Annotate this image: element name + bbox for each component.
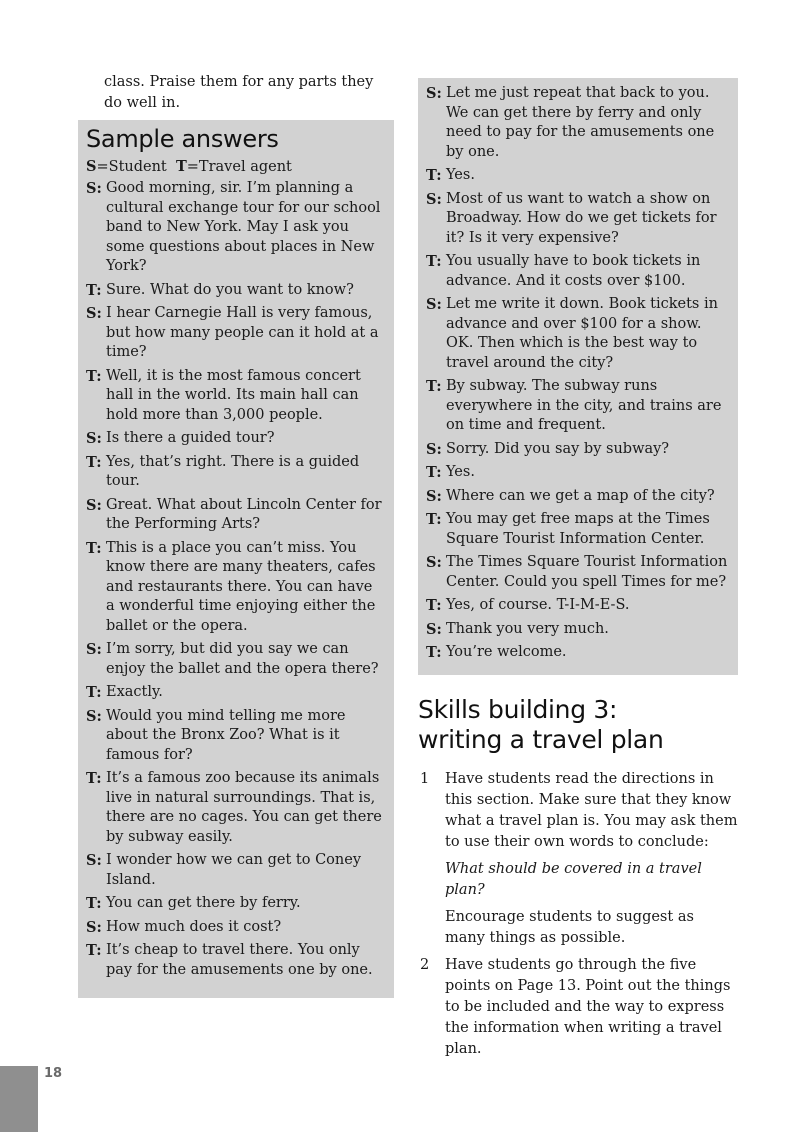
step-item	[418, 955, 738, 1060]
speaker-label: T:	[86, 453, 102, 471]
dialogue-text: Let me write it down. Book tickets in advance and over $100 for a show. OK. Then which is the best way to travel around the city?	[446, 296, 718, 371]
speaker-label: S:	[86, 918, 102, 936]
speaker-label: S:	[426, 487, 442, 505]
dialogue-line	[426, 166, 728, 186]
dialogue-line	[426, 643, 728, 663]
dialogue-text: You usually have to book tickets in advance. And it costs over $100.	[446, 253, 701, 289]
left-column	[78, 72, 394, 998]
dialogue-text: Good morning, sir. I’m planning a cultural exchange tour for our school band to New York. May I ask you some questions about places in New York?	[106, 180, 381, 274]
dialogue-text: The Times Square Tourist Information Center. Could you spell Times for me?	[446, 554, 728, 590]
step-item	[418, 769, 738, 949]
speaker-label: S:	[426, 190, 442, 208]
speaker-label: S:	[426, 85, 442, 102]
legend-s-key: S	[86, 158, 97, 175]
speaker-label: T:	[86, 539, 102, 557]
dialogue-text: By subway. The subway runs everywhere in the city, and trains are on time and frequent.	[446, 378, 722, 433]
speaker-label: S:	[426, 620, 442, 638]
speaker-label: S:	[86, 852, 102, 869]
speaker-label: S:	[86, 641, 102, 658]
speaker-label: T:	[86, 942, 102, 959]
dialogue-line	[426, 487, 728, 507]
speaker-label: T:	[86, 895, 102, 912]
dialogue-line	[426, 596, 728, 616]
dialogue-text: It’s cheap to travel there. You only pay for the amusements one by one.	[106, 942, 373, 978]
dialogue-text: You may get free maps at the Times Square Tourist Information Center.	[446, 511, 710, 547]
speaker-label: T:	[426, 167, 442, 184]
dialogue-line	[426, 190, 728, 249]
dialogue-text: You can get there by ferry.	[106, 895, 301, 911]
dialogue-line	[86, 281, 384, 301]
speaker-label: S:	[86, 430, 102, 447]
speaker-label: S:	[426, 440, 442, 458]
step-text: Have students go through the five points on Page 13. Point out the things to be included and the way to express the information when writing a travel plan.	[445, 956, 731, 1057]
speaker-label: S:	[86, 180, 102, 197]
dialogue-text: Let me just repeat that back to you. We can get there by ferry and only need to pay for the amusements one by one.	[446, 85, 715, 160]
dialogue-line	[426, 84, 728, 162]
right-column	[418, 78, 738, 1066]
page-number: 18	[44, 1066, 63, 1081]
dialogue-text: Well, it is the most famous concert hall in the world. Its main hall can hold more than 3,000 people.	[106, 367, 361, 423]
dialogue-text: Would you mind telling me more about the Bronx Zoo? What is it famous for?	[106, 707, 346, 763]
dialogue-text: I wonder how we can get to Coney Island.	[106, 852, 362, 888]
page-tab	[0, 1066, 38, 1132]
step-question: What should be covered in a travel plan?	[445, 860, 702, 898]
speaker-legend	[86, 157, 384, 177]
sample-answers-heading: Sample answers	[86, 125, 279, 153]
dialogue-line	[426, 510, 728, 549]
dialogue-line	[426, 553, 728, 592]
speaker-label: T:	[426, 464, 442, 481]
dialogue-line	[86, 894, 384, 914]
speaker-label: T:	[426, 597, 442, 614]
step-text: Have students read the directions in this section. Make sure that they know what a travel plan is. You may ask them to use their own words to conclude:	[445, 770, 738, 850]
dialogue-text: How much does it cost?	[106, 918, 282, 935]
speaker-label: T:	[86, 367, 102, 385]
dialogue-text: I hear Carnegie Hall is very famous, but how many people can it hold at a time?	[106, 305, 379, 360]
legend-t-text: =Travel agent	[186, 159, 292, 175]
dialogue-text: Exactly.	[106, 684, 163, 700]
dialogue-line	[426, 463, 728, 483]
speaker-label: S:	[426, 554, 442, 571]
sample-answers-continued-box	[418, 78, 738, 675]
dialogue-line	[86, 539, 384, 637]
dialogue-line	[426, 377, 728, 436]
speaker-label: T:	[426, 511, 442, 528]
dialogue-line	[86, 453, 384, 492]
step-text: Encourage students to suggest as many things as possible.	[445, 908, 694, 946]
dialogue-text: Yes.	[446, 167, 475, 183]
dialogue-line	[86, 707, 384, 766]
sample-answers-box	[78, 120, 394, 998]
dialogue-text: Yes.	[446, 464, 475, 480]
legend-s-text: =Student	[96, 159, 167, 175]
dialogue-line	[86, 941, 384, 980]
dialogue-line	[426, 440, 728, 460]
dialogue-line	[86, 179, 384, 277]
dialogue-text: Great. What about Lincoln Center for the Performing Arts?	[106, 496, 382, 532]
speaker-label: S:	[86, 305, 102, 322]
dialogue-text: You’re welcome.	[446, 644, 567, 660]
skills-heading	[418, 695, 738, 755]
dialogue-right	[426, 84, 728, 663]
step-number: 2	[420, 956, 430, 973]
dialogue-text: Sure. What do you want to know?	[106, 281, 354, 298]
speaker-label: T:	[86, 684, 102, 701]
dialogue-line	[86, 429, 384, 449]
dialogue-line	[86, 367, 384, 426]
dialogue-line	[86, 769, 384, 847]
speaker-label: S:	[86, 707, 102, 725]
skills-heading-line2: writing a travel plan	[418, 724, 664, 754]
dialogue-line	[426, 252, 728, 291]
speaker-label: T:	[86, 770, 102, 787]
dialogue-line	[86, 304, 384, 363]
dialogue-text: Most of us want to watch a show on Broadway. How do we get tickets for it? Is it very expensive?	[446, 190, 717, 246]
dialogue-text: Yes, that’s right. There is a guided tour.	[106, 453, 360, 489]
skills-heading-line1: Skills building 3:	[418, 694, 618, 724]
dialogue-line	[86, 640, 384, 679]
speaker-label: T:	[426, 644, 442, 661]
dialogue-line	[86, 851, 384, 890]
dialogue-line	[426, 295, 728, 373]
speaker-label: S:	[86, 496, 102, 514]
dialogue-text: It’s a famous zoo because its animals live in natural surroundings. That is, there are no cages. You can get there by subway easily.	[106, 770, 382, 845]
dialogue-text: I’m sorry, but did you say we can enjoy the ballet and the opera there?	[106, 641, 379, 677]
dialogue-left	[86, 179, 384, 980]
dialogue-text: Thank you very much.	[446, 620, 609, 637]
step-number: 1	[420, 770, 430, 787]
dialogue-text: Sorry. Did you say by subway?	[446, 440, 670, 457]
dialogue-text: Is there a guided tour?	[106, 430, 275, 446]
speaker-label: T:	[86, 281, 102, 299]
speaker-label: T:	[426, 253, 442, 270]
dialogue-line	[86, 683, 384, 703]
legend-t-key: T	[175, 158, 187, 175]
intro-text: class. Praise them for any parts they do well in.	[104, 74, 374, 111]
dialogue-text: Yes, of course. T-I-M-E-S.	[446, 597, 630, 613]
dialogue-line	[86, 496, 384, 535]
dialogue-text: This is a place you can’t miss. You know there are many theaters, cafes and restaurants there. You can have a wonderful time enjoying either the ballet or the opera.	[106, 539, 376, 634]
speaker-label: T:	[426, 378, 442, 395]
dialogue-line	[426, 620, 728, 640]
dialogue-text: Where can we get a map of the city?	[446, 487, 715, 504]
dialogue-line	[86, 918, 384, 938]
speaker-label: S:	[426, 296, 442, 313]
